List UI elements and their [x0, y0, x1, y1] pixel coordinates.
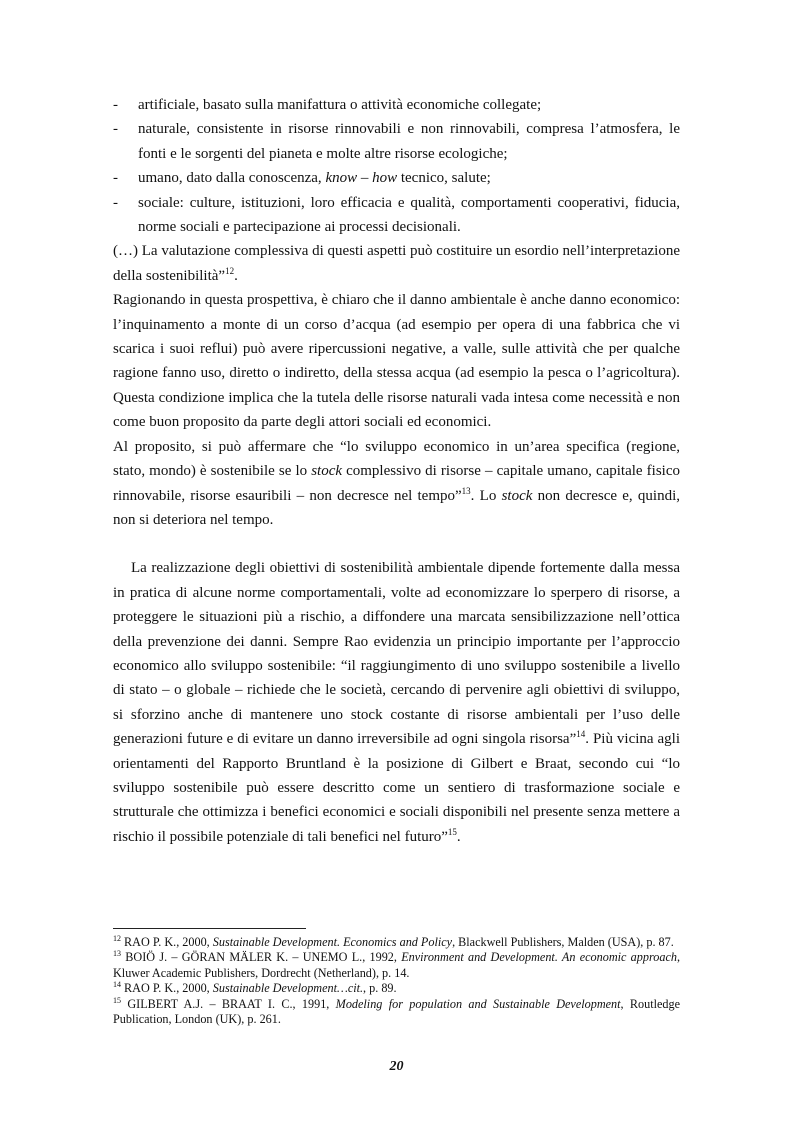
text-run: GILBERT A.J. – BRAAT I. C., 1991,: [121, 996, 336, 1011]
footnote: [113, 935, 680, 950]
list-item-text: sociale: culture, istituzioni, loro efficacia e qualità, comportamenti cooperativi, fiducia, norme sociali e partecipazione ai processi decisionali.: [138, 194, 680, 236]
list-item: [113, 93, 680, 117]
list-item-text: [138, 170, 491, 186]
list-item: [113, 117, 680, 166]
text-run: non decresce e, quindi, non si deteriora nel tempo.: [113, 487, 680, 528]
text-run: RAO P. K., 2000,: [121, 981, 213, 996]
text-run: . Più vicina agli orientamenti del Rapporto Bruntland è la posizione di Gilbert e Braat, secondo cui “lo sviluppo sostenibile può essere descritto come un sentiero di trasformazione sociale e strutturale che ottimizza i benefici economici e sociali disponibili nel presente senza mettere a rischio il possibile potenziale di tali benefici nel futuro”: [113, 731, 680, 845]
bullet-dash: -: [113, 170, 118, 187]
text-run: (…) La valutazione complessiva di questi aspetti può costituire un esordio nell’interpretazione della sostenibilità”: [113, 243, 680, 284]
footnote: [113, 981, 680, 996]
footnote-title: Environment and Development. An economic approach: [401, 950, 677, 965]
list-item: [113, 166, 680, 190]
text-run: Al proposito, si può affermare che “lo sviluppo economico in un’area specifica (regione, stato, mondo) è sostenibile se lo: [113, 438, 680, 480]
text-run: .: [234, 267, 238, 284]
text-run: , Routledge Publication, London (UK), p. 261.: [113, 996, 680, 1027]
text-run: tecnico, salute;: [397, 170, 491, 187]
list-item-text: naturale, consistente in risorse rinnovabili e non rinnovabili, compresa l’atmosfera, le fonti e le sorgenti del pianeta e molte altre risorse ecologiche;: [138, 121, 680, 162]
text-run: . Lo: [470, 487, 502, 504]
text-run: RAO P. K., 2000,: [121, 935, 213, 949]
text-run: .: [456, 828, 461, 845]
footnote-number: 15: [113, 995, 121, 1005]
paragraph-spacer: [113, 532, 680, 556]
footnotes: [113, 935, 680, 1027]
footnote-title: Modeling for population and Sustainable Development: [335, 996, 621, 1011]
italic-term: stock: [501, 487, 533, 504]
bullet-dash: -: [113, 194, 118, 211]
text-run: BOIÖ J. – GÖRAN MÄLER K. – UNEMO L., 1992,: [121, 950, 402, 965]
text-run: , p. 89.: [363, 981, 397, 996]
paragraph: [113, 239, 680, 288]
text-run: La realizzazione degli obiettivi di sostenibilità ambientale dipende fortemente dalla messa in pratica di alcune norme comportamentali, volte ad economizzare lo sperpero di risorse, a proteggere le situazioni più a rischio, a diffondere una marcata sensibilizzazione nell’ottica della prevenzione dei danni. Sempre Rao evidenzia un principio importante per l’approccio economico allo sviluppo sostenibile: “il raggiungimento di uno sviluppo sostenibile a livello di stato – o globale – richiede che le società, cercando di pervenire agli obiettivi di sviluppo, si sforzino anche di mantenere uno stock costante di risorse ambientali per l’uso delle generazioni future e di evitare un danno irreversibile ad ogni singola risorsa”: [113, 560, 680, 748]
footnote-number: 14: [113, 980, 121, 990]
footnote-title: Sustainable Development…cit.: [212, 981, 364, 996]
footnote: [113, 950, 680, 981]
footnote-divider: [113, 928, 306, 929]
text-run: umano, dato dalla conoscenza,: [138, 170, 326, 187]
italic-term: know – how: [325, 170, 398, 187]
footnote-ref[interactable]: 14: [576, 729, 586, 740]
footnote-title: Sustainable Development. Economics and Policy: [212, 935, 453, 949]
footnote: [113, 997, 680, 1028]
footnote-ref[interactable]: 15: [447, 826, 457, 837]
paragraph: [113, 435, 680, 533]
bullet-dash: -: [113, 97, 118, 113]
text-run: , Blackwell Publishers, Malden (USA), p. 87.: [452, 935, 674, 949]
paragraph: Ragionando in questa prospettiva, è chiaro che il danno ambientale è anche danno economico: l’inquinamento a monte di un corso d’acqua (ad esempio per opera di una fabbrica che vi scarica i suoi reflui) può avere ripercussioni negative, a valle, sulle attività che per qualche ragione fanno uso, diretto o indiretto, della stessa acqua (ad esempio la pesca o l’agricoltura). Questa condizione implica che la tutela delle risorse naturali vada intesa come necessità e non come buon proposito da parte degli attori sociali ed economici.: [113, 292, 680, 431]
main-text: [113, 93, 680, 849]
footnote-ref[interactable]: 13: [461, 485, 471, 496]
list-item-text: artificiale, basato sulla manifattura o attività economiche collegate;: [138, 97, 542, 113]
list-item: [113, 191, 680, 240]
paragraph: [113, 556, 680, 849]
bullet-dash: -: [113, 121, 118, 138]
footnote-number: 12: [113, 933, 121, 943]
text-run: , Kluwer Academic Publishers, Dordrecht (Netherland), p. 14.: [113, 950, 680, 980]
text-run: complessivo di risorse – capitale umano, capitale fisico rinnovabile, risorse esauribili – non decresce nel tempo”: [113, 463, 680, 504]
footnote-ref[interactable]: 12: [225, 265, 235, 276]
footnote-number: 13: [113, 949, 121, 959]
page-number: 20: [389, 1059, 404, 1074]
italic-term: stock: [311, 463, 343, 480]
